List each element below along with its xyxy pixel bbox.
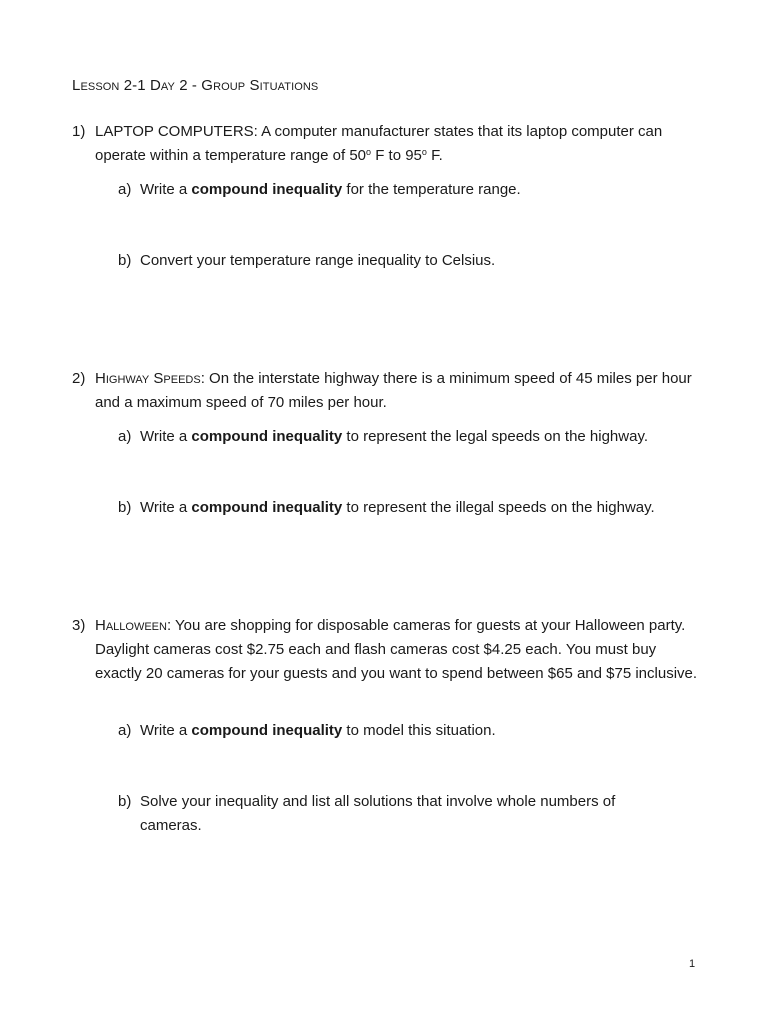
part-text: [140, 425, 658, 449]
part-letter: a): [118, 181, 132, 198]
part-text-before: Write a: [140, 428, 192, 445]
degree-superscript: o: [421, 147, 427, 157]
part-letter: b): [118, 252, 132, 269]
question-2-part-a: [118, 425, 658, 449]
part-text: [140, 719, 658, 743]
part-text-before: Write a: [140, 499, 192, 516]
part-text: [140, 178, 658, 202]
question-text: [95, 367, 702, 415]
question-number: 1): [72, 123, 86, 140]
part-text: [140, 496, 698, 520]
degree-superscript: o: [366, 147, 372, 157]
part-letter: a): [118, 722, 132, 739]
part-letter: b): [118, 499, 132, 516]
part-bold-term: compound inequality: [191, 722, 343, 739]
part-bold-term: compound inequality: [191, 181, 343, 198]
part-text: Solve your inequality and list all solutions that involve whole numbers of cameras.: [140, 793, 616, 834]
part-letter: a): [118, 428, 132, 445]
question-1-part-b: [118, 249, 658, 273]
part-text: Convert your temperature range inequality to Celsius.: [140, 252, 496, 269]
question-3-part-a: [118, 719, 658, 743]
question-2-part-b: [118, 496, 698, 520]
question-body: : On the interstate highway there is a minimum speed of 45 miles per hour and a maximum speed of 70 miles per hour.: [95, 370, 692, 411]
question-body: : You are shopping for disposable cameras for guests at your Halloween party. Daylight cameras cost $2.75 each and flash cameras cost $4.25 each. You must buy exactly 20 cameras for your guests and you want to spend between $65 and $75 inclusive.: [95, 617, 698, 682]
page-number: 1: [689, 958, 696, 970]
question-text: [95, 120, 702, 168]
part-text-after: to represent the legal speeds on the highway.: [342, 428, 649, 445]
question-body: A computer manufacturer states that its laptop computer can operate within a temperature range of 50: [95, 123, 663, 164]
question-1-part-a: [118, 178, 658, 202]
question-heading: Halloween: [95, 617, 167, 634]
question-body-mid: F to 95: [371, 147, 422, 164]
question-text: [95, 614, 702, 686]
page-title: Lesson 2-1 Day 2 - Group Situations: [72, 77, 319, 94]
question-heading: Highway Speeds: [95, 370, 201, 387]
question-number: 3): [72, 617, 86, 634]
part-text-after: for the temperature range.: [342, 181, 521, 198]
part-bold-term: compound inequality: [191, 428, 343, 445]
question-body-end: F.: [426, 147, 443, 164]
question-3: [72, 614, 702, 686]
question-number: 2): [72, 370, 86, 387]
question-1: [72, 120, 702, 168]
part-bold-term: compound inequality: [191, 499, 343, 516]
part-text-before: Write a: [140, 722, 192, 739]
part-text-after: to model this situation.: [342, 722, 496, 739]
part-text-after: to represent the illegal speeds on the highway.: [342, 499, 655, 516]
question-2: [72, 367, 702, 415]
question-3-part-b: [118, 790, 653, 838]
part-text-before: Write a: [140, 181, 192, 198]
question-heading: LAPTOP COMPUTERS:: [95, 123, 258, 140]
part-letter: b): [118, 793, 132, 810]
